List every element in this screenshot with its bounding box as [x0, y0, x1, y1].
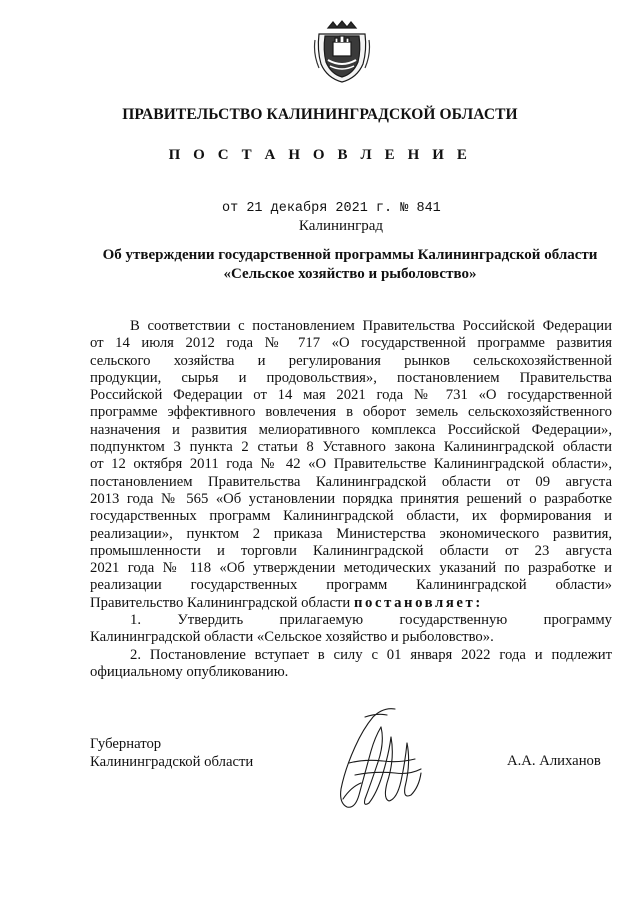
item-line: официальному опубликованию.	[90, 663, 289, 680]
body-line: программе эффективного вовлечения в оборот земель сельскохозяйственного	[90, 404, 612, 421]
body-line: сельского хозяйства и регулирования рынков сельскохозяйственной	[90, 352, 612, 369]
body-line: промышленности и торговли Калининградской области от 23 августа	[90, 542, 612, 559]
body-line: назначения и развития мелиоративного комплекса Российской Федерации»,	[90, 421, 612, 438]
body-line: Российской Федерации от 14 мая 2021 года № 731 «О государственной	[90, 387, 612, 404]
body-line: реализации», пунктом 2 приказа Министерства экономического развития,	[90, 525, 612, 542]
body-line: 2021 года № 118 «Об утверждении методических указаний по разработке и	[90, 560, 612, 577]
body-line: продукции, сырья и продовольствия», постановлением Правительства	[90, 369, 612, 386]
date-number-line	[222, 201, 441, 216]
body-line	[90, 595, 612, 612]
city-line	[0, 218, 640, 235]
title-line: «Сельское хозяйство и рыболовство»	[223, 266, 477, 282]
number-sign: №	[400, 201, 409, 216]
item-line: 1. Утвердить прилагаемую государственную программу	[130, 612, 612, 629]
signer-position	[90, 736, 253, 771]
document-body	[90, 318, 612, 681]
item-line: 2. Постановление вступает в силу с 01 января 2022 года и подлежит	[130, 646, 612, 663]
document-title	[90, 246, 610, 284]
title-line: Об утверждении государственной программы Калининградской области	[102, 247, 598, 263]
coat-of-arms-emblem	[313, 20, 371, 84]
position-line: Калининградской области	[90, 753, 254, 770]
decree-word: постановляет:	[353, 594, 483, 611]
document-number: 841	[416, 201, 441, 216]
organization-heading: ПРАВИТЕЛЬСТВО КАЛИНИНГРАДСКОЙ ОБЛАСТИ	[122, 106, 518, 123]
signer-name: А.А. Алиханов	[507, 753, 601, 769]
city-name: Калининград	[298, 218, 384, 234]
document-date: 21 декабря 2021 г.	[246, 201, 393, 216]
handwritten-signature	[325, 703, 430, 813]
body-line: реализации государственных программ Калининградской области»	[90, 577, 612, 594]
body-line: государственных программ Калининградской области, их формирования и	[90, 508, 612, 525]
document-type-heading: П О С Т А Н О В Л Е Н И Е	[168, 147, 472, 163]
item-line: Калининградской области «Сельское хозяйство и рыболовство».	[90, 629, 494, 646]
body-line: постановлением Правительства Калининградской области от 09 августа	[90, 473, 612, 490]
body-line: 2013 года № 565 «Об установлении порядка принятия решений о разработке	[90, 490, 612, 507]
body-line: В соответствии с постановлением Правительства Российской Федерации	[130, 318, 612, 334]
body-line: от 12 октября 2011 года № 42 «О Правительстве Калининградской области»,	[90, 456, 612, 473]
position-line: Губернатор	[90, 736, 162, 752]
preamble-tail: Правительство Калининградской области	[90, 594, 351, 611]
date-prefix: от	[222, 201, 239, 216]
body-line: от 14 июля 2012 года № 717 «О государственной программе развития	[90, 335, 612, 352]
body-line: подпунктом 3 пункта 2 статьи 8 Уставного закона Калининградской области	[90, 439, 612, 456]
